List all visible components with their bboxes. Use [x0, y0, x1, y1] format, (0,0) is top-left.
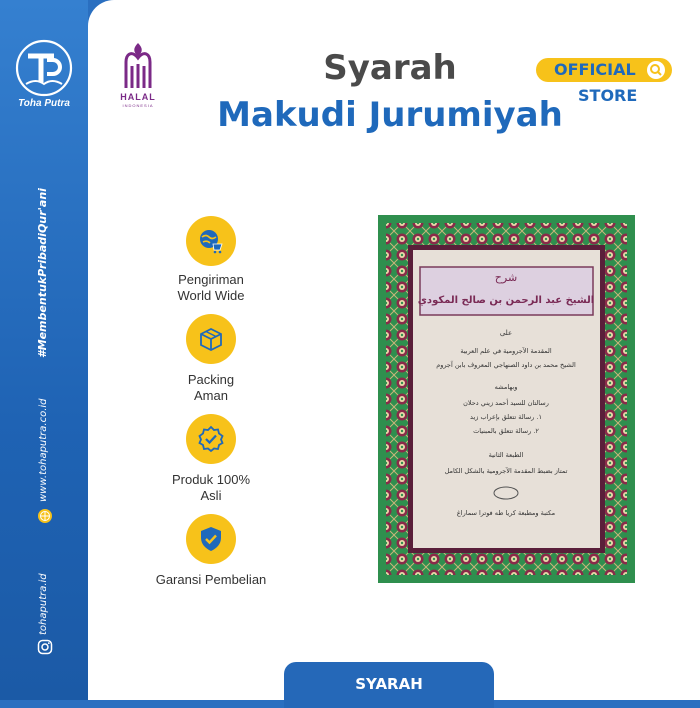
hashtag-text: #MembentukPribadiQur'ani: [36, 188, 49, 358]
book-margin-line-2: ١. رسالة تتعلق بإعراب زيد: [470, 413, 542, 421]
product-title-line1: Syarah: [323, 48, 457, 88]
book-margin-line-1: رسالتان للسيد أحمد زيني دحلان: [463, 399, 549, 407]
book-author-text: الشيخ عبد الرحمن بن صالح المكودي: [417, 295, 595, 306]
feature-guarantee-line1: Garansi Pembelian: [155, 572, 267, 587]
feature-authentic-line1: Produk 100%: [171, 472, 251, 487]
feature-authentic-line2: Asli: [200, 488, 222, 503]
feature-packing: [186, 314, 236, 364]
feature-guarantee: [186, 514, 236, 564]
feature-shipping-line1: Pengiriman: [178, 272, 244, 287]
book-note-text: تمتاز بضبط المقدمة الآجرومية بالشكل الكامل: [444, 467, 568, 475]
tp-book-logo-icon: [14, 38, 74, 98]
book-header-text: شرح: [494, 271, 518, 284]
feature-shipping: [186, 216, 236, 266]
product-title-line2: Makudi Jurumiyah: [217, 95, 563, 135]
book-line-1: المقدمة الآجرومية في علم العربية: [460, 347, 552, 355]
book-on-text: على: [499, 329, 513, 337]
category-tab[interactable]: SYARAH: [284, 662, 494, 708]
shield-check-icon: [197, 525, 225, 553]
globe-cart-icon: [197, 227, 225, 255]
official-label: OFFICIAL: [554, 60, 636, 79]
halal-sublabel: INDONESIA: [122, 103, 154, 108]
globe-icon[interactable]: [37, 508, 53, 524]
book-edition-text: الطبعة الثانية: [488, 451, 524, 459]
verified-check-icon: [197, 425, 225, 453]
book-publisher-text: مكتبة ومطبعة كريا طه فوترا سماراغ: [456, 509, 556, 517]
halal-label: HALAL: [120, 92, 156, 102]
instagram-icon[interactable]: [37, 639, 53, 655]
brand-name: Toha Putra: [18, 98, 70, 109]
feature-authentic-label: [136, 472, 286, 504]
instagram-text[interactable]: tohaputra.id: [38, 573, 49, 635]
package-icon: [197, 325, 225, 353]
feature-packing-line2: Aman: [194, 388, 228, 403]
feature-shipping-label: [136, 272, 286, 304]
feature-authentic: [186, 414, 236, 464]
store-label: STORE: [578, 86, 638, 105]
book-line-2: الشيخ محمد بن داود الصنهاجي المعروف بابن آجروم: [436, 361, 576, 369]
book-cover-image: [378, 215, 635, 583]
feature-packing-line1: Packing: [187, 372, 235, 387]
book-margin-label: وبهامشه: [494, 383, 518, 391]
search-icon: [646, 60, 666, 80]
feature-packing-label: [136, 372, 286, 404]
website-text[interactable]: www.tohaputra.co.id: [38, 398, 49, 502]
book-margin-line-3: ٢. رسالة تتعلق بالمبنيات: [473, 427, 539, 435]
halal-logo-icon: [118, 40, 158, 90]
feature-shipping-line2: World Wide: [177, 288, 245, 303]
feature-guarantee-label: [136, 572, 286, 588]
